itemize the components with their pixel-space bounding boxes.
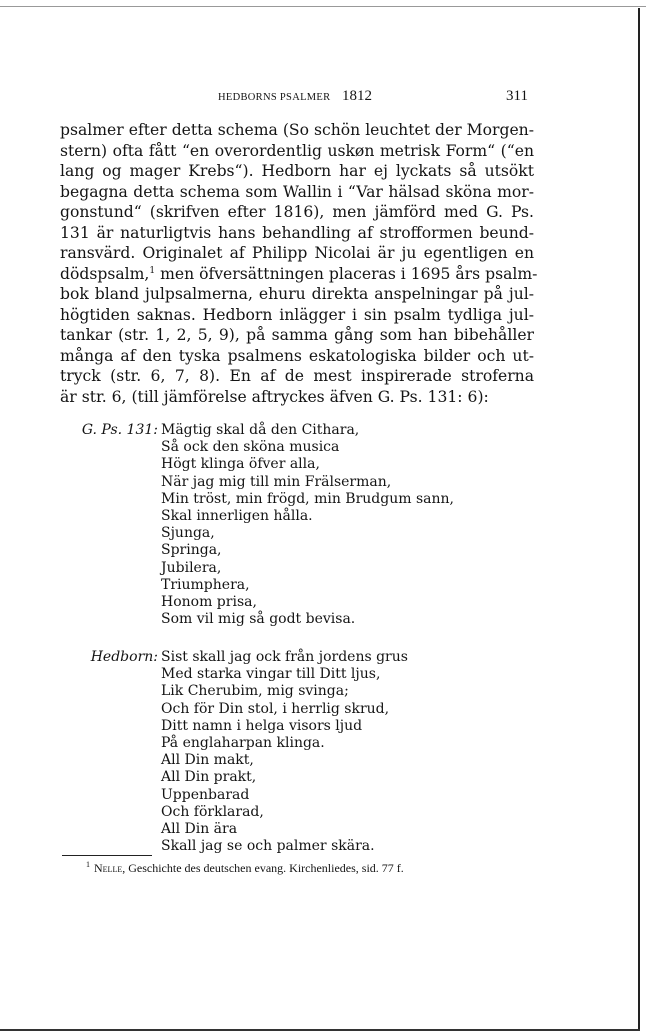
body-line: många af den tyska psalmens eskatologiska bilder och ut- xyxy=(60,346,534,365)
body-line-with-footnote-ref xyxy=(60,264,538,285)
verse-line: Honom prisa, xyxy=(161,593,257,610)
verse-line: Och för Din stol, i herrlig skrud, xyxy=(161,700,390,717)
body-line: stern) ofta fått “en overordentlig uskøn metrisk Form“ (“en xyxy=(60,141,534,160)
body-line: ransvärd. Originalet af Philipp Nicolai är ju egentligen en xyxy=(60,244,534,262)
verse-line: Högt klinga öfver alla, xyxy=(161,456,320,473)
verse-line: All Din makt, xyxy=(161,752,254,769)
verse-line: Sist skall jag ock från jordens grus xyxy=(161,649,408,665)
footnote-mark: 1 xyxy=(86,860,90,869)
verse-line: All Din prakt, xyxy=(161,769,257,786)
verse-line: Lik Cherubim, mig svinga; xyxy=(161,683,349,700)
verse-line: Min tröst, min frögd, min Brudgum sann, xyxy=(161,490,454,507)
poem-label: Hedborn: xyxy=(90,649,158,665)
verse-line: Skal innerligen hålla. xyxy=(161,507,313,524)
body-line: begagna detta schema som Wallin i “Var hälsad sköna mor- xyxy=(60,182,534,201)
body-line: lang og mager Krebs“). Hedborn har ej lyckats så utsökt xyxy=(60,162,534,180)
footnote-reference[interactable]: 1 xyxy=(149,265,156,276)
footnote-author: Nelle xyxy=(94,861,123,875)
body-text-segment: dödspsalm, xyxy=(60,264,150,283)
poem-verse xyxy=(161,649,408,855)
footnote-text: , Geschichte des deutschen evang. Kirchenliedes, sid. 77 f. xyxy=(122,861,404,875)
footnote-divider xyxy=(62,855,152,856)
verse-line: Uppenbarad xyxy=(161,786,250,803)
body-line: är str. 6, (till jämförelse aftryckes äfven G. Ps. 131: 6): xyxy=(60,387,489,406)
poem-verse xyxy=(161,422,454,628)
body-line: gonstund“ (skrifven efter 1816), men jämförd med G. Ps. xyxy=(60,203,534,221)
body-text-segment: men öfversättningen placeras i 1695 års psalm- xyxy=(155,264,538,283)
verse-line: Sjunga, xyxy=(161,525,215,542)
poem-label: G. Ps. 131: xyxy=(81,422,158,438)
running-header xyxy=(60,87,530,109)
verse-line: Med starka vingar till Ditt ljus, xyxy=(161,666,381,683)
verse-line: När jag mig till min Frälserman, xyxy=(161,473,392,490)
verse-line: Så ock den sköna musica xyxy=(161,439,340,456)
page-number: 311 xyxy=(506,88,528,104)
verse-line: Som vil mig så godt bevisa. xyxy=(161,611,356,628)
verse-line: På englaharpan klinga. xyxy=(161,734,325,751)
body-line: 131 är naturligtvis hans behandling af strofformen beund- xyxy=(60,223,534,242)
page-border-bottom xyxy=(0,1029,640,1031)
body-line: bok bland julpsalmerna, ehuru direkta anspelningar på jul- xyxy=(60,285,534,303)
verse-line: Springa, xyxy=(161,542,222,559)
body-line: psalmer efter detta schema (So schön leuchtet der Morgen- xyxy=(60,121,534,139)
verse-line: Ditt namn i helga visors ljud xyxy=(161,717,363,734)
body-line: tankar (str. 1, 2, 5, 9), på samma gång som han bibehåller xyxy=(60,326,534,344)
running-year: 1812 xyxy=(342,88,372,104)
verse-line: Triumphera, xyxy=(161,576,250,593)
page-border-top xyxy=(0,6,646,7)
body-line: högtiden saknas. Hedborn inlägger i sin psalm tydliga jul- xyxy=(60,305,534,324)
body-line: tryck (str. 6, 7, 8). En af de mest inspirerade stroferna xyxy=(60,367,534,385)
body-paragraph xyxy=(60,120,538,407)
verse-line: Och förklarad, xyxy=(161,803,264,820)
verse-line: Mägtig skal då den Cithara, xyxy=(161,422,360,438)
verse-line: All Din ära xyxy=(161,820,238,837)
page-border-right xyxy=(638,8,640,1030)
verse-line: Skall jag se och palmer skära. xyxy=(161,838,375,855)
footnote xyxy=(86,857,546,876)
running-title: HEDBORNS PSALMER xyxy=(218,92,331,103)
verse-line: Jubilera, xyxy=(161,559,222,576)
